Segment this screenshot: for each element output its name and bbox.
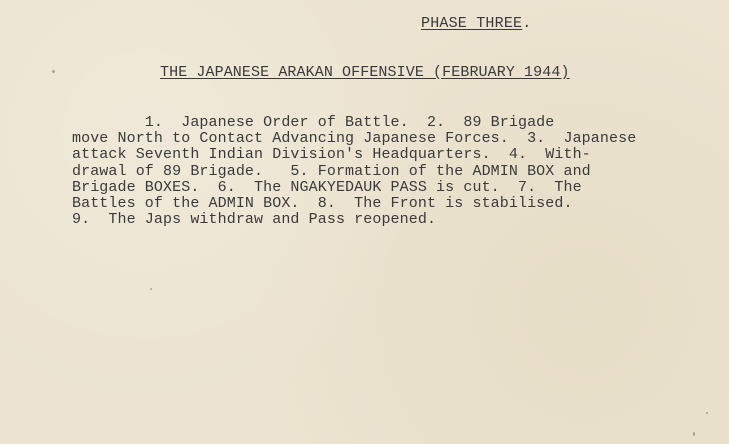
body-line: move North to Contact Advancing Japanese Forces. 3. Japanese — [72, 130, 637, 148]
body-line: 9. The Japs withdraw and Pass reopened. — [72, 211, 437, 229]
phase-title-period: . — [522, 15, 532, 32]
body-line: Brigade BOXES. 6. The NGAKYEDAUK PASS is cut. 7. The — [72, 178, 582, 196]
paper-speck — [693, 432, 695, 436]
body-line: drawal of 89 Brigade. 5. Formation of the ADMIN BOX and — [72, 162, 591, 180]
phase-title-text: PHASE THREE — [421, 15, 523, 32]
body-line: 1. Japanese Order of Battle. 2. 89 Brigade — [72, 114, 555, 131]
phase-title — [421, 15, 531, 32]
paper-speck — [706, 412, 708, 414]
body-line: Battles of the ADMIN BOX. 8. The Front is stabilised. — [72, 195, 573, 213]
main-title: THE JAPANESE ARAKAN OFFENSIVE (FEBRUARY 1944) — [160, 64, 570, 81]
paper-speck — [52, 70, 55, 73]
paper-speck — [150, 288, 152, 290]
body-paragraph — [72, 115, 712, 228]
body-line: attack Seventh Indian Division's Headquarters. 4. With- — [72, 146, 591, 164]
